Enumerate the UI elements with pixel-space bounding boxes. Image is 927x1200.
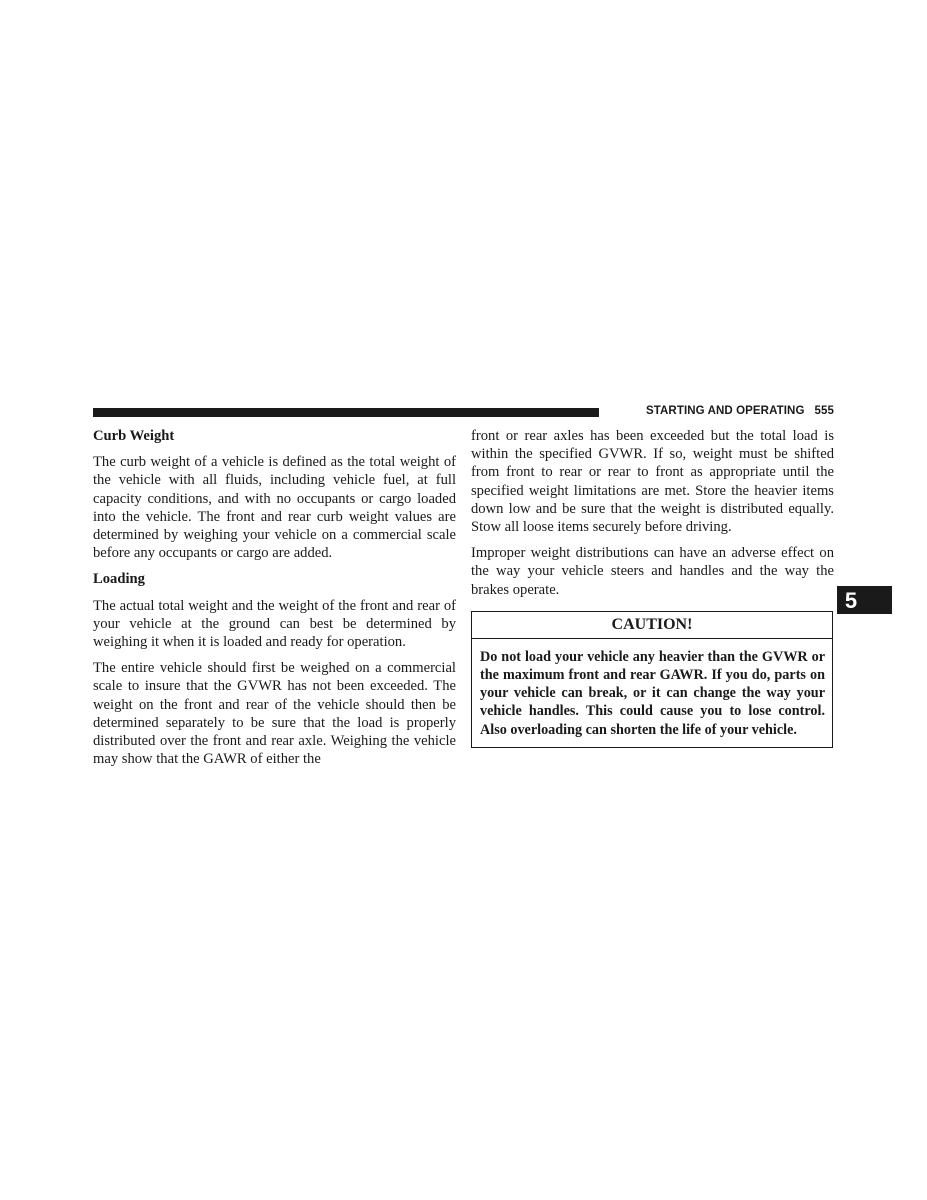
continued-paragraph: front or rear axles has been exceeded but the total load is within the specified GVWR. If so, weight must be shifted from front to rear or rear to front as appropriate until the specified weight limitations are met. Store the heavier items down low and be sure that the weight is distributed equally. Stow all loose items securely before driving. [471,428,834,536]
chapter-number: 5 [844,588,858,613]
page-number: 555 [814,405,834,417]
curb-weight-paragraph: The curb weight of a vehicle is defined as the total weight of the vehicle with all fluids, including vehicle fuel, at full capacity conditions, and with no occupants or cargo loaded into the vehicle. The front and rear curb weight values are determined by weighing your vehicle on a commercial scale before any occupants or cargo are added. [93,454,456,562]
chapter-tab [837,586,892,614]
left-column [93,427,456,776]
distribution-paragraph: Improper weight distributions can have an adverse effect on the way your vehicle steers and handles and the way the brakes operate. [471,545,834,598]
right-column [471,427,834,748]
header-rule [93,408,599,417]
loading-heading: Loading [93,571,145,588]
loading-paragraph-2: The entire vehicle should first be weighed on a commercial scale to insure that the GVWR has not been exceeded. The weight on the front and rear of the vehicle should then be determined separately to be sure that the load is properly distributed over the front and rear axle. Weighing the vehicle may show that the GAWR of either the [93,660,456,768]
section-title: STARTING AND OPERATING [645,405,805,417]
curb-weight-heading: Curb Weight [93,428,175,444]
caution-body: Do not load your vehicle any heavier than the GVWR or the maximum front and rear GAWR. If you do, parts on your vehicle can break, or it can change the way your vehicle handles. This could cause you to lose control. Also overloading can shorten the life of your vehicle. [480,648,825,738]
running-header [606,405,834,417]
caution-title: CAUTION! [472,612,832,639]
caution-box [471,611,833,748]
loading-paragraph-1: The actual total weight and the weight of the front and rear of your vehicle at the ground can best be determined by weighing it when it is loaded and ready for operation. [93,597,456,651]
